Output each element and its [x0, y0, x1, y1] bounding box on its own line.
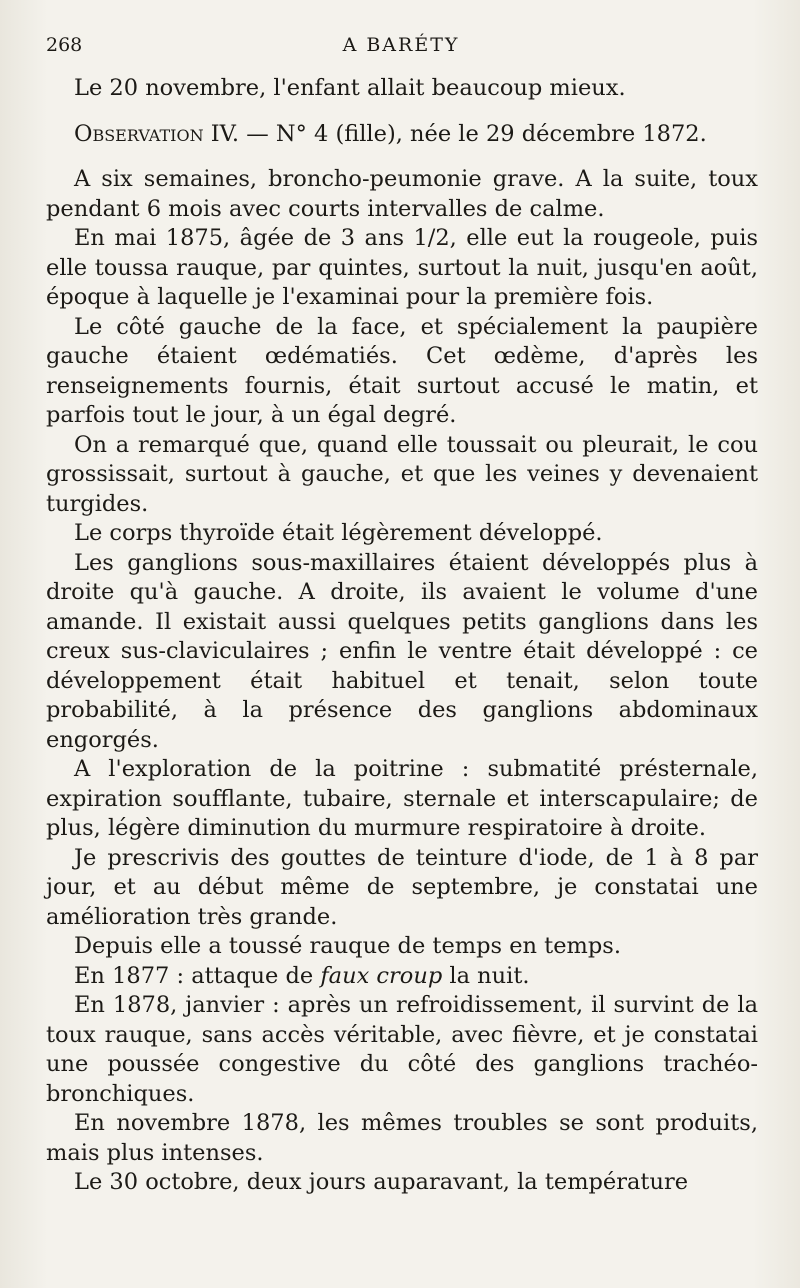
paragraph-13: En 1878, janvier : après un refroidissement, il survint de la toux rauque, sans accès véritable, avec fièvre, et je constatai une poussée congestive du côté des ganglions trachéo-bronchiques. — [46, 992, 758, 1107]
observation-details: — N° 4 (fille), née le 29 décembre 1872. — [239, 120, 707, 147]
paragraph-11: Depuis elle a toussé rauque de temps en temps. — [74, 933, 621, 959]
observation-label: Observation IV. — [74, 120, 240, 147]
faux-croup-term: faux croup — [320, 962, 443, 989]
paragraph-4: En mai 1875, âgée de 3 ans 1/2, elle eut la rougeole, puis elle toussa rauque, par quintes, surtout la nuit, jusqu'en août, époque à laquelle je l'examinai pour la première fois. — [46, 225, 758, 310]
paragraph-10: Je prescrivis des gouttes de teinture d'iode, de 1 à 8 par jour, et au début même de septembre, je constatai une amélioration très grande. — [46, 844, 758, 930]
page-header — [46, 34, 756, 64]
page-number: 268 — [46, 34, 83, 56]
paragraph-15: Le 30 octobre, deux jours auparavant, la température — [74, 1169, 689, 1195]
paragraph-12-start: En 1877 : attaque de — [74, 962, 321, 989]
paragraph-3: A six semaines, broncho-peumonie grave. A la suite, toux pendant 6 mois avec courts intervalles de calme. — [46, 166, 758, 222]
paragraph-6: On a remarqué que, quand elle toussait ou pleurait, le cou grossissait, surtout à gauche, et que les veines y devenaient turgides. — [46, 431, 758, 517]
paragraph-12-end: la nuit. — [442, 962, 530, 989]
paragraph-7: Le corps thyroïde était légèrement développé. — [74, 520, 603, 546]
running-title: A BARÉTY — [342, 34, 460, 56]
observation-heading — [46, 120, 758, 150]
page-body — [46, 74, 758, 1198]
paragraph-1: Le 20 novembre, l'enfant allait beaucoup mieux. — [74, 75, 626, 101]
paragraph-9: A l'exploration de la poitrine : submatité présternale, expiration soufflante, tubaire, sternale et interscapulaire; de plus, légère diminution du murmure respiratoire à droite. — [46, 756, 758, 841]
paragraph-5: Le côté gauche de la face, et spécialement la paupière gauche étaient œdématiés. Cet œdème, d'après les renseignements fournis, était surtout accusé le matin, et parfois tout le jour, à un égal degré. — [46, 313, 758, 428]
paragraph-12 — [46, 962, 758, 992]
paragraph-14: En novembre 1878, les mêmes troubles se sont produits, mais plus intenses. — [46, 1110, 758, 1166]
paragraph-8: Les ganglions sous-maxillaires étaient développés plus à droite qu'à gauche. A droite, ils avaient le volume d'une amande. Il existait aussi quelques petits ganglions dans les creux sus-claviculaires ; enfin le ventre était développé : ce développement était habituel et tenait, selon toute probabilité, à la présence des ganglions abdominaux engorgés. — [46, 549, 758, 753]
